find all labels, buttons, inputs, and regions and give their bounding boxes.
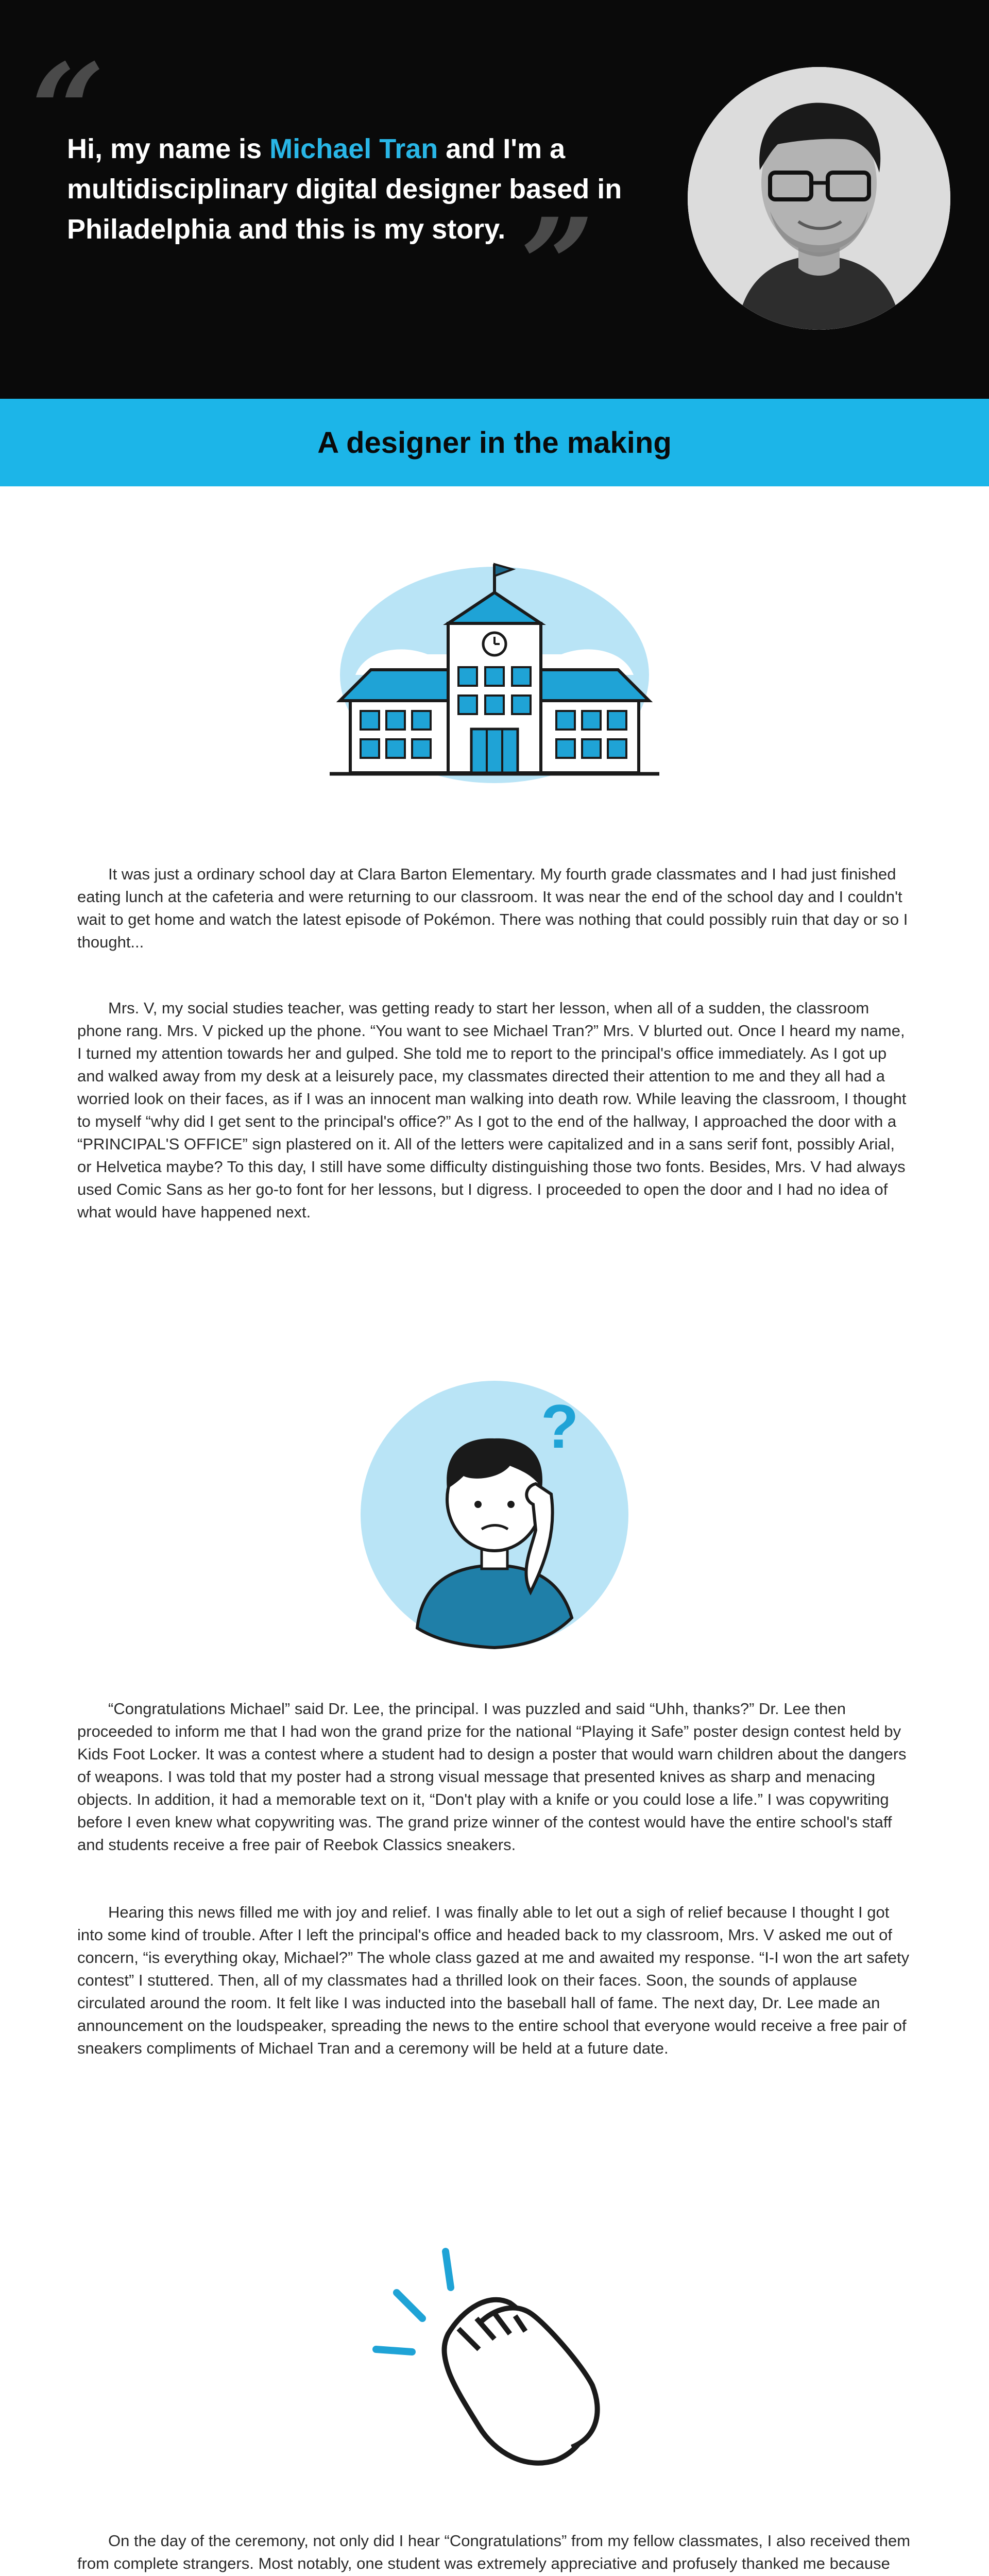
clapping-hands-illustration <box>361 2231 628 2473</box>
portrait-photo <box>688 67 950 330</box>
portrait-avatar <box>688 67 950 330</box>
clapping-hands-icon <box>361 2231 628 2473</box>
story-paragraph-2: Mrs. V, my social studies teacher, was getting ready to start her lesson, when all of a sudden, the classroom phone rang. Mrs. V picked up the phone. “You want to see Michael Tran?” Mrs. V blurted out. Once I heard my name, I turned my attention towards her and gulped. She told me to report to the principal's office immediately. As I got up and walked away from my desk at a leisurely pace, my classmates directed their attention to me and they all had a worried look on their faces, as if I was an innocent man walking into death row. While leaving the classroom, I thought to myself “why did I get sent to the principal's office?” As I got to the end of the hallway, I approached the door with a “PRINCIPAL'S OFFICE” sign plastered on it. All of the letters were capitalized and in a sans serif font, possibly Arial, or Helvetica maybe? To this day, I still have some difficulty distinguishing those two fonts. Besides, Mrs. V had always used Comic Sans as her go-to font for her lessons, but I digress. I proceeded to open the door and I had no idea of what would have happened next. <box>77 999 907 1221</box>
intro-text-after: and I'm a multidisciplinary digital designer based in Philadelphia and this is my story. <box>67 133 622 245</box>
school-illustration <box>309 546 680 824</box>
confused-boy-icon <box>355 1376 634 1654</box>
story-paragraph-3: “Congratulations Michael” said Dr. Lee, the principal. I was puzzled and said “Uhh, thanks?” Dr. Lee then proceeded to inform me that I had won the grand prize for the national “Playing it Safe” poster design contest held by Kids Foot Locker. It was a contest where a student had to design a poster that would warn children about the dangers of weapons. I was told that my poster had a strong visual message that presented knives as sharp and menacing objects. In addition, it had a memorable text on it, “Don't play with a knife or you could lose a life.” I was copywriting before I even knew what copywriting was. The grand prize winner of the contest would have the entire school's staff and students receive a free pair of Reebok Classics sneakers. <box>77 1700 907 1854</box>
section-banner <box>0 399 989 486</box>
hero-intro <box>67 129 690 249</box>
school-building-icon <box>309 546 680 824</box>
story-paragraph-4: Hearing this news filled me with joy and relief. I was finally able to let out a sigh of relief because I thought I got into some kind of trouble. After I left the principal's office and headed back to my classroom, Mrs. V asked me out of concern, “is everything okay, Michael?” The whole class gazed at me and awaited my response. “I-I won the art safety contest” I stuttered. Then, all of my classmates had a thrilled look on their faces. Soon, the sounds of applause circulated around the room. It felt like I was inducted into the baseball hall of fame. The next day, Dr. Lee made an announcement on the loudspeaker, spreading the news to the entire school that everyone would receive a free pair of sneakers compliments of Michael Tran and a ceremony will be held at a future date. <box>77 1903 910 2057</box>
story-paragraph-1: It was just a ordinary school day at Clara Barton Elementary. My fourth grade classmates and I had just finished eating lunch at the cafeteria and were returning to our classroom. It was near the end of the school day and I couldn't wait to get home and watch the latest episode of Pokémon. There was nothing that could possibly ruin that day or so I thought... <box>77 865 908 951</box>
svg-text:?: ? <box>541 1392 579 1461</box>
close-quote-mark: ” <box>520 190 594 341</box>
banner-title: A designer in the making <box>317 426 672 460</box>
open-quote-mark: “ <box>31 35 105 187</box>
hero-section <box>0 0 989 399</box>
hero-name: Michael Tran <box>269 133 438 164</box>
story-paragraph-5: On the day of the ceremony, not only did I hear “Congratulations” from my fellow classmates, I also received them from complete strangers. Most notably, one student was extremely appreciative and profusely thanked me because <box>77 2532 911 2572</box>
confused-boy-illustration <box>355 1376 634 1654</box>
intro-text-before: Hi, my name is <box>67 133 270 164</box>
